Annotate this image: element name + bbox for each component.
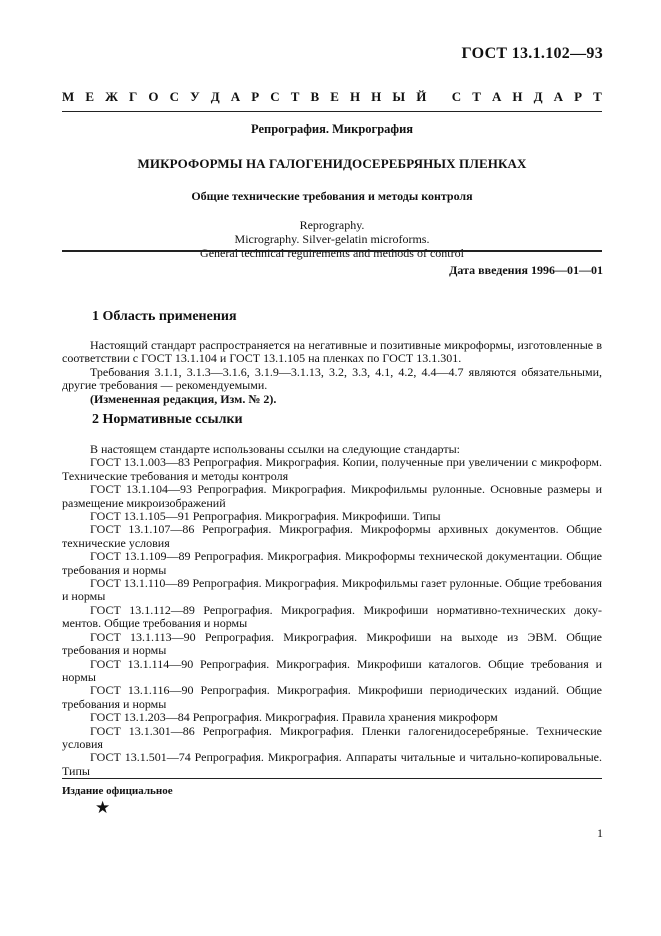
reference-item: ГОСТ 13.1.112—89 Репрография. Микрография. Микрофиши нормативно-технических документов. Общие требования и нормы — [62, 602, 602, 631]
banner-letter: Т — [290, 89, 300, 104]
paragraph: Требования 3.1.1, 3.1.3—3.1.6, 3.1.9—3.1.13, 3.2, 3.3, 4.1, 4.2, 4.4—4.7 являются обязательными, другие требования — рекомендуемыми. — [62, 364, 602, 393]
banner-letter: Т — [472, 89, 481, 104]
english-title-line: Micrography. Silver-gelatin microforms. — [234, 232, 430, 246]
banner-letter: Е — [330, 89, 339, 104]
banner-letter: С — [169, 89, 179, 104]
bottom-rule — [62, 778, 602, 779]
subtitle: Общие технические требования и методы контроля — [191, 189, 473, 203]
english-title-line: Reprography. — [299, 218, 365, 232]
top-rule — [62, 111, 602, 112]
banner-letter: Ж — [105, 89, 118, 104]
banner-letter: Р — [251, 89, 260, 104]
banner-gap — [437, 89, 440, 105]
section-heading: 2 Нормативные ссылки — [92, 412, 243, 427]
banner-letter: Д — [210, 89, 220, 104]
banner-letter: А — [230, 89, 241, 104]
banner-letter: Р — [574, 89, 583, 104]
reference-item: ГОСТ 13.1.109—89 Репрография. Микрография. Микроформы технической документации. Общие требования и нормы — [62, 549, 602, 577]
middle-rule — [62, 250, 602, 252]
reference-item: ГОСТ 13.1.003—83 Репрография. Микрография. Копии, полученные при увеличении с микроформ. Технические требования и методы контроля — [62, 455, 602, 483]
banner-letter: Е — [85, 89, 95, 104]
banner-letter: Ы — [392, 89, 406, 104]
banner-letter: В — [310, 89, 320, 104]
reference-item: ГОСТ 13.1.104—93 Репрография. Микрография. Микрофильмы рулонные. Основные размеры и размещение микроизображений — [62, 482, 602, 510]
reference-item: ГОСТ 13.1.116—90 Репрография. Микрография. Микрофиши периодических изданий. Общие требования и нормы — [62, 683, 602, 711]
reference-item: ГОСТ 13.1.114—90 Репрография. Микрография. Микрофиши каталогов. Общие требования и нормы — [62, 656, 602, 684]
reference-item: ГОСТ 13.1.501—74 Репрография. Микрография. Аппараты читальные и читально-копировальные. Типы — [62, 750, 602, 778]
banner-letter: С — [270, 89, 280, 104]
banner-letter: Т — [593, 89, 602, 104]
banner-letter: Н — [349, 89, 361, 104]
reference-item: ГОСТ 13.1.107—86 Репрография. Микрография. Микроформы архивных документов. Общие технические условия — [62, 522, 602, 550]
official-edition-label: Издание официальное — [62, 785, 173, 797]
banner-letter: М — [62, 89, 75, 104]
reference-item: ГОСТ 13.1.203—84 Репрография. Микрография. Правила хранения микроформ — [90, 710, 498, 725]
document-code: ГОСТ 13.1.102—93 — [461, 45, 603, 62]
amendment-note: (Измененная редакция, Изм. № 2). — [90, 391, 277, 406]
star-icon: ★ — [95, 798, 111, 817]
banner-letter: Й — [416, 89, 427, 104]
banner-letter: Н — [512, 89, 523, 104]
category-title: Репрография. Микрография — [250, 122, 414, 136]
banner-letter: Д — [533, 89, 543, 104]
reference-item: ГОСТ 13.1.110—89 Репрография. Микрография. Микрофильмы газет рулонные. Общие требования и нормы — [62, 576, 602, 604]
main-title: МИКРОФОРМЫ НА ГАЛОГЕНИДОСЕРЕБРЯНЫХ ПЛЕНКАХ — [137, 156, 527, 171]
section-heading: 1 Область применения — [92, 309, 237, 324]
banner-letter: А — [553, 89, 564, 104]
standard-banner — [62, 89, 602, 105]
title-block — [62, 122, 602, 260]
reference-item: ГОСТ 13.1.301—86 Репрография. Микрография. Пленки галогенидосеребряные. Технические условия — [62, 723, 602, 751]
banner-letter: С — [451, 89, 462, 104]
banner-letter: Н — [371, 89, 382, 104]
reference-item: ГОСТ 13.1.113—90 Репрография. Микрография. Микрофиши на выходе из ЭВМ. Общие требования и нормы — [62, 629, 602, 658]
banner-letter: Г — [129, 89, 138, 104]
banner-letter: У — [190, 89, 200, 104]
banner-letter: О — [148, 89, 159, 104]
section-normative-references — [62, 412, 602, 778]
section-scope — [62, 309, 602, 406]
english-title-line: General technical reguirements and methods of control — [200, 246, 464, 260]
paragraph: Настоящий стандарт распространяется на негативные и позитивные микроформы, изготовленные в соответствии с ГОСТ 13.1.104 и ГОСТ 13.1.105 на пленках по ГОСТ 13.1.301. — [62, 338, 602, 366]
page-number: 1 — [597, 826, 603, 840]
reference-item: ГОСТ 13.1.105—91 Репрография. Микрография. Микрофиши. Типы — [90, 509, 441, 524]
english-title — [62, 218, 602, 260]
introduction-date: Дата введения 1996—01—01 — [449, 263, 603, 277]
banner-letter: А — [491, 89, 502, 104]
paragraph: В настоящем стандарте использованы ссылки на следующие стандарты: — [90, 442, 461, 456]
